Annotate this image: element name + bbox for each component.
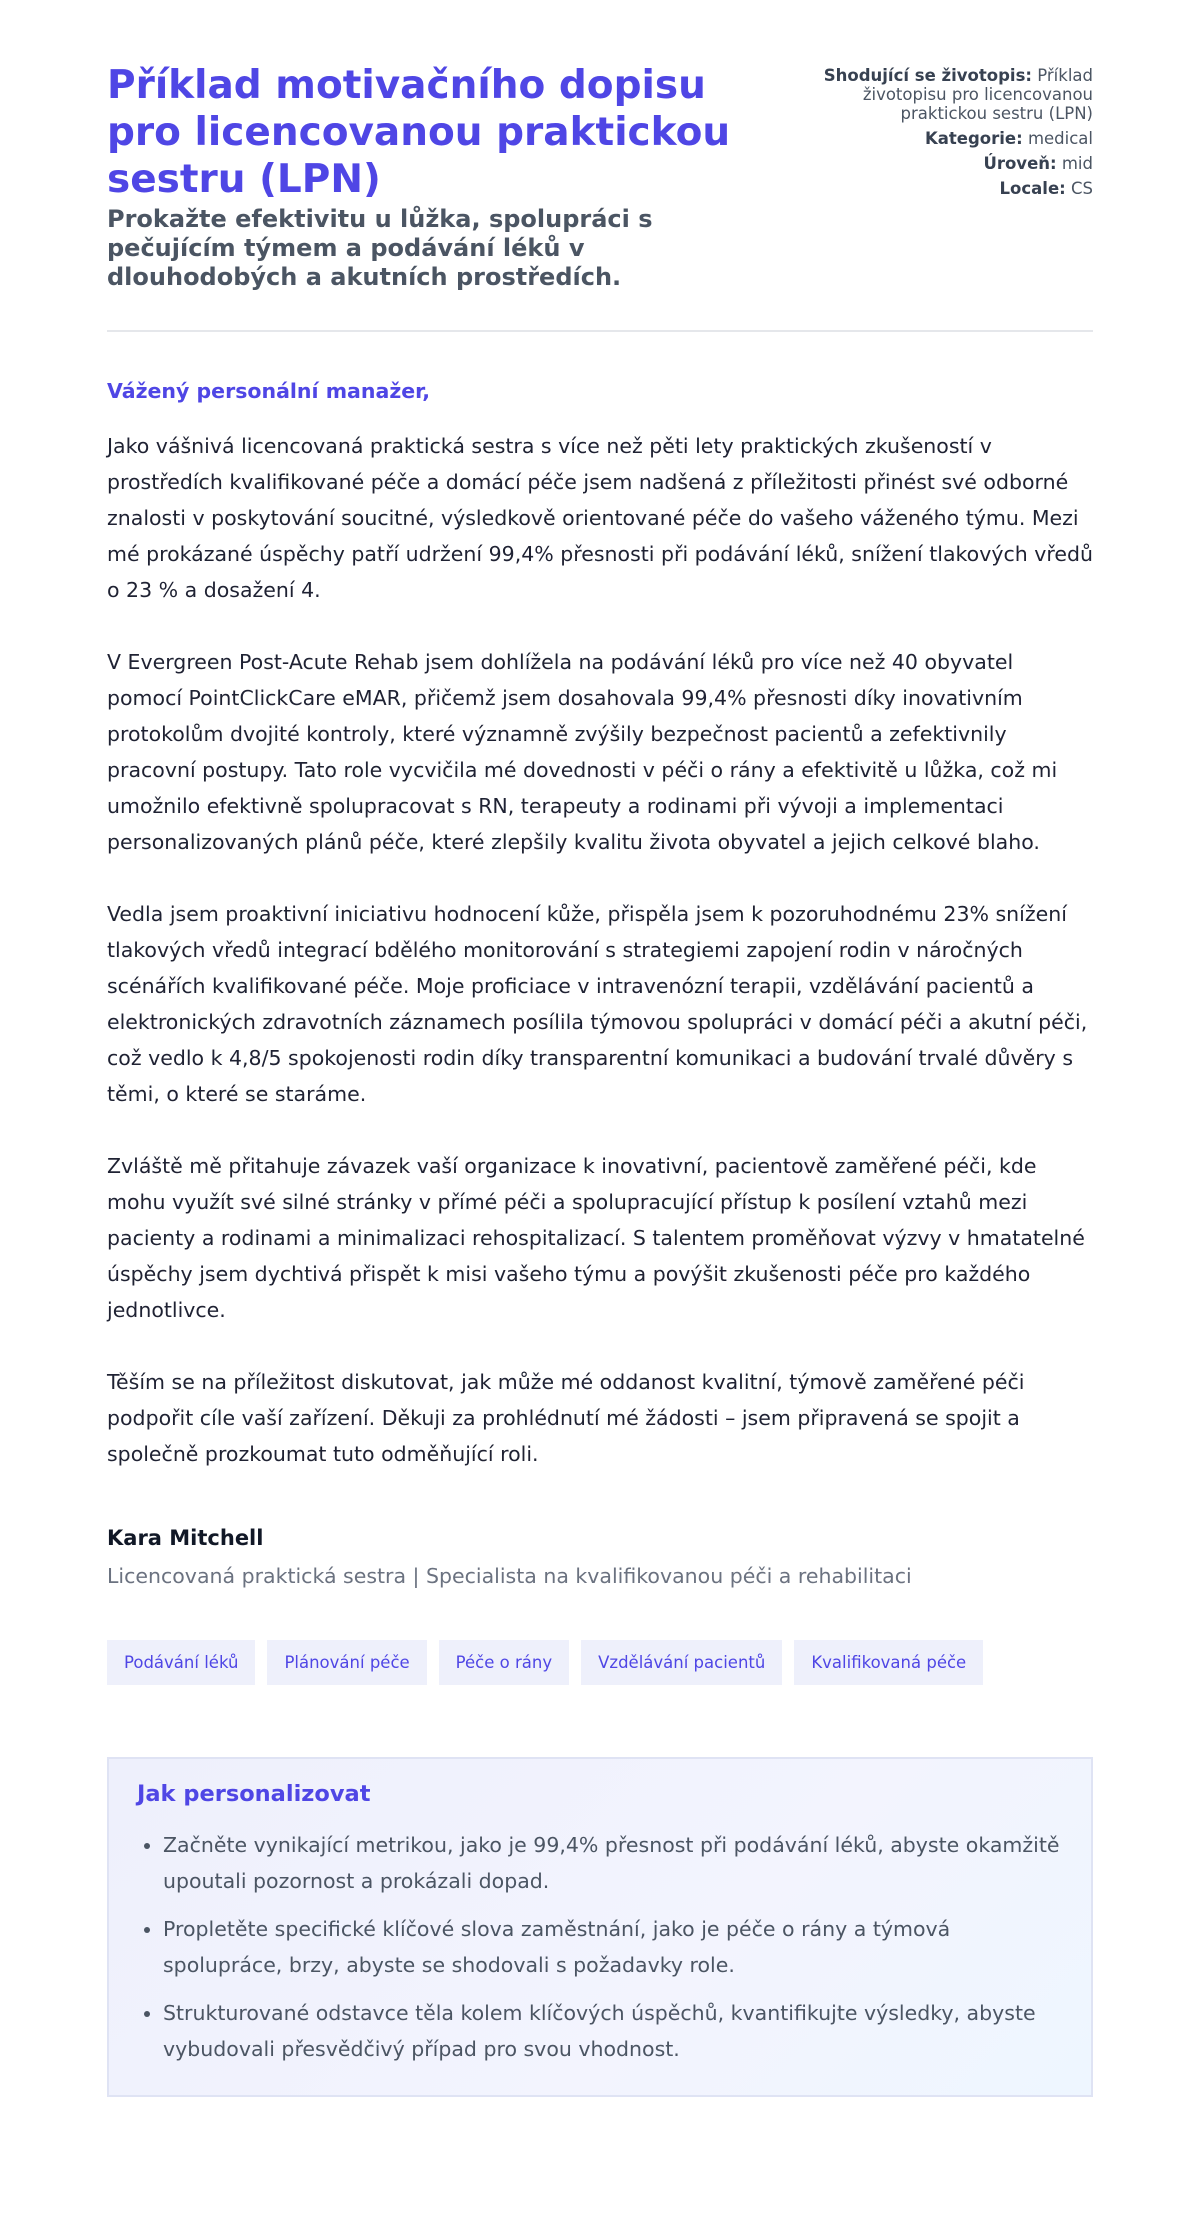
meta-level-value: mid: [1061, 154, 1093, 173]
meta-level-label: Úroveň:: [983, 154, 1057, 173]
meta-level: [793, 154, 1093, 173]
skill-tag: Plánování péče: [267, 1640, 426, 1685]
letter-paragraph: Zvláště mě přitahuje závazek vaší organizace k inovativní, pacientově zaměřené péči, kde mohu využít své silné stránky v přímé péči a spolupracující přístup k posílení vztahů mezi pacienty a rodinami a minimalizaci rehospitalizací. S talentem proměňovat výzvy v hmatatelné úspěchy jsem dychtivá přispět k misi vašeho týmu a povýšit zkušenosti péče pro každého jednotlivce.: [107, 1154, 1085, 1322]
page-header: [107, 62, 1093, 292]
meta-category-label: Kategorie:: [924, 129, 1023, 148]
header-divider: [107, 330, 1093, 332]
tips-list: [137, 1827, 1063, 2067]
letter-paragraph: Jako vášnivá licencovaná praktická sestra s více než pěti lety praktických zkušeností v prostředích kvalifikované péče a domácí péče jsem nadšená z příležitosti přinést své odborné znalosti v poskytování soucitné, výsledkově orientované péče do vašeho váženého týmu. Mezi mé prokázané úspěchy patří udržení 99,4% přesnosti při podávání léků, snížení tlakových vředů o 23 % a dosažení 4.: [107, 434, 1093, 602]
tip-item: • Propletěte specifické klíčové slova zaměstnání, jako je péče o rány a týmová spolupráce, brzy, abyste se shodovali s požadavky role.: [163, 1911, 1063, 1983]
skill-tag: Péče o rány: [439, 1640, 569, 1685]
letter-salutation: Vážený personální manažer,: [107, 379, 431, 403]
meta-locale-value: CS: [1071, 179, 1093, 198]
tip-item: • Začněte vynikající metrikou, jako je 99,4% přesnost při podávání léků, abyste okamžitě upoutali pozornost a prokázali dopad.: [163, 1827, 1063, 1899]
signature-name: Kara Mitchell: [107, 1526, 264, 1550]
tips-title: Jak personalizovat: [137, 1781, 371, 1807]
title-block: [107, 62, 767, 292]
skill-tags: [107, 1640, 1093, 1685]
page-subtitle: Prokažte efektivitu u lůžka, spolupráci s pečujícím týmem a podávání léků v dlouhodobých a akutních prostředích.: [107, 205, 653, 291]
skill-tag: Podávání léků: [107, 1640, 255, 1685]
skill-tag: Kvalifikovaná péče: [794, 1640, 983, 1685]
letter-paragraph: V Evergreen Post-Acute Rehab jsem dohlížela na podávání léků pro více než 40 obyvatel pomocí PointClickCare eMAR, přičemž jsem dosahovala 99,4% přesnosti díky inovativním protokolům dvojité kontroly, které významně zvýšily bezpečnost pacientů a zefektivnily pracovní postupy. Tato role vycvičila mé dovednosti v péči o rány a efektivitě u lůžka, což mi umožnilo efektivně spolupracovat s RN, terapeuty a rodinami při vývoji a implementaci personalizovaných plánů péče, které zlepšily kvalitu života obyvatel a jejich celkové blaho.: [107, 650, 1058, 854]
meta-category: [793, 129, 1093, 148]
tip-item: • Strukturované odstavce těla kolem klíčových úspěchů, kvantifikujte výsledky, abyste vybudovali přesvědčivý případ pro svou vhodnost.: [163, 1995, 1063, 2067]
meta-matching-label: Shodující se životopis:: [823, 66, 1032, 85]
page-title: Příklad motivačního dopisu pro licencovanou praktickou sestru (LPN): [107, 63, 731, 202]
signature-role: Licencovaná praktická sestra | Specialista na kvalifikovanou péči a rehabilitaci: [107, 1564, 912, 1588]
letter-body: [107, 428, 1093, 1472]
meta-matching-value: Příklad životopisu pro licencovanou praktickou sestru (LPN): [862, 66, 1093, 123]
meta-category-value: medical: [1027, 129, 1093, 148]
meta-matching-resume: [793, 66, 1093, 123]
letter-paragraph: Vedla jsem proaktivní iniciativu hodnocení kůže, přispěla jsem k pozoruhodnému 23% snížení tlakových vředů integrací bdělého monitorování s strategiemi zapojení rodin v náročných scénářích kvalifikované péče. Moje proficiace v intravenózní terapii, vzdělávání pacientů a elektronických zdravotních záznamech posílila týmovou spolupráci v domácí péči a akutní péči, což vedlo k 4,8/5 spokojenosti rodin díky transparentní komunikaci a budování trvalé důvěry s těmi, o které se staráme.: [107, 902, 1088, 1106]
meta-panel: [793, 62, 1093, 204]
personalize-tips-box: [107, 1757, 1093, 2097]
letter-paragraph: Těším se na příležitost diskutovat, jak může mé oddanost kvalitní, týmově zaměřené péči podpořit cíle vaší zařízení. Děkuji za prohlédnutí mé žádosti – jsem připravená se spojit a společně prozkoumat tuto odměňující roli.: [107, 1370, 1025, 1466]
meta-locale: [793, 179, 1093, 198]
skill-tag: Vzdělávání pacientů: [581, 1640, 782, 1685]
meta-locale-label: Locale:: [999, 179, 1066, 198]
